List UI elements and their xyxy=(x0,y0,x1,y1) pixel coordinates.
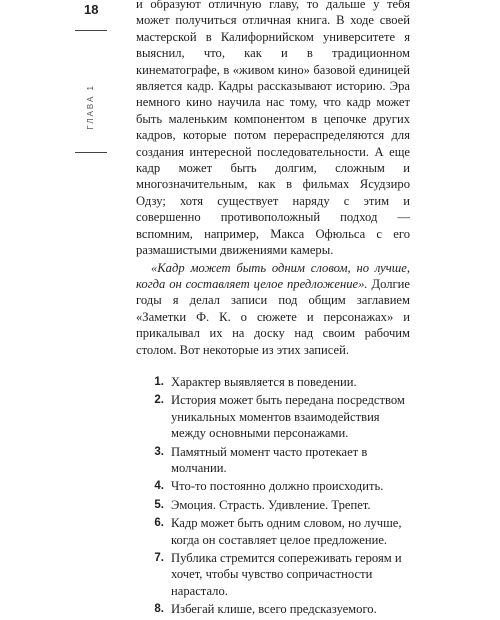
list-item xyxy=(136,601,410,617)
chapter-rule xyxy=(75,152,107,153)
list-item xyxy=(136,550,410,599)
list-item-text: История может быть передана посредством уникальных моментов взаимодействия между основными персонажами. xyxy=(171,393,405,441)
notes-list xyxy=(136,374,410,618)
list-item xyxy=(136,392,410,441)
paragraph-1: и образуют отличную главу, то дальше у тебя может получиться отличная книга. В ходе своей мастерской в Калифорнийском университете я выяснил, что, как и в традиционном кинематографе, в «живом кино» базовой единицей является кадр. Кадры рассказывают историю. Эра немного кино научила нас тому, что кадр может быть маленьким компонентом в цепочке других кадров, которые потом перераспределяются для создания интересной последовательности. А еще кадр может быть долгим, сложным и многозначительным, как в фильмах Ясудзиро Одзу; хотя существует наряду с этим и совершенно противоположный подход — вспомним, например, Макса Офюльса с его размашистыми движениями камеры. xyxy=(136,0,410,258)
list-item xyxy=(136,478,410,494)
list-item-text: Эмоция. Страсть. Удивление. Трепет. xyxy=(171,497,371,512)
list-item xyxy=(136,515,410,548)
list-item xyxy=(136,374,410,390)
page-number: 18 xyxy=(84,2,99,17)
list-item xyxy=(136,497,410,513)
paragraph-2 xyxy=(136,260,410,358)
list-item-number: 4. xyxy=(154,480,164,493)
list-item-number: 8. xyxy=(154,603,164,616)
list-item-text: Памятный момент часто протекает в молчании. xyxy=(171,444,368,475)
list-item-number: 2. xyxy=(154,394,164,407)
list-item-text: Кадр может быть одним словом, но лучше, когда он составляет целое предложение. xyxy=(171,516,402,547)
list-item-number: 3. xyxy=(154,445,164,458)
list-item-text: Характер выявляется в поведении. xyxy=(171,374,357,389)
list-item-number: 7. xyxy=(154,552,164,564)
header-rule xyxy=(75,30,107,31)
list-item-text: Публика стремится сопереживать героям и хочет, чтобы чувство сопричастности нарастало. xyxy=(171,551,402,598)
body-text xyxy=(136,0,410,620)
list-item-number: 6. xyxy=(154,517,164,530)
list-item xyxy=(136,444,410,477)
list-item-number: 1. xyxy=(154,375,164,388)
list-item-text: Избегай клише, всего предсказуемого. xyxy=(171,602,377,617)
paragraph-2-rest: Долгие годы я делал записи под общим заглавием «Заметки Ф. К. о сюжете и персонажах» и прикалывал их на доску над своим рабочим столом. Вот некоторые из этих записей. xyxy=(136,276,410,357)
list-item-text: Что-то постоянно должно происходить. xyxy=(171,479,384,494)
chapter-label: ГЛАВА 1 xyxy=(86,84,95,130)
list-item-number: 5. xyxy=(154,498,164,511)
paragraph-2-quote: «Кадр может быть одним словом, но лучше, когда он составляет целое предложение». xyxy=(136,260,410,291)
